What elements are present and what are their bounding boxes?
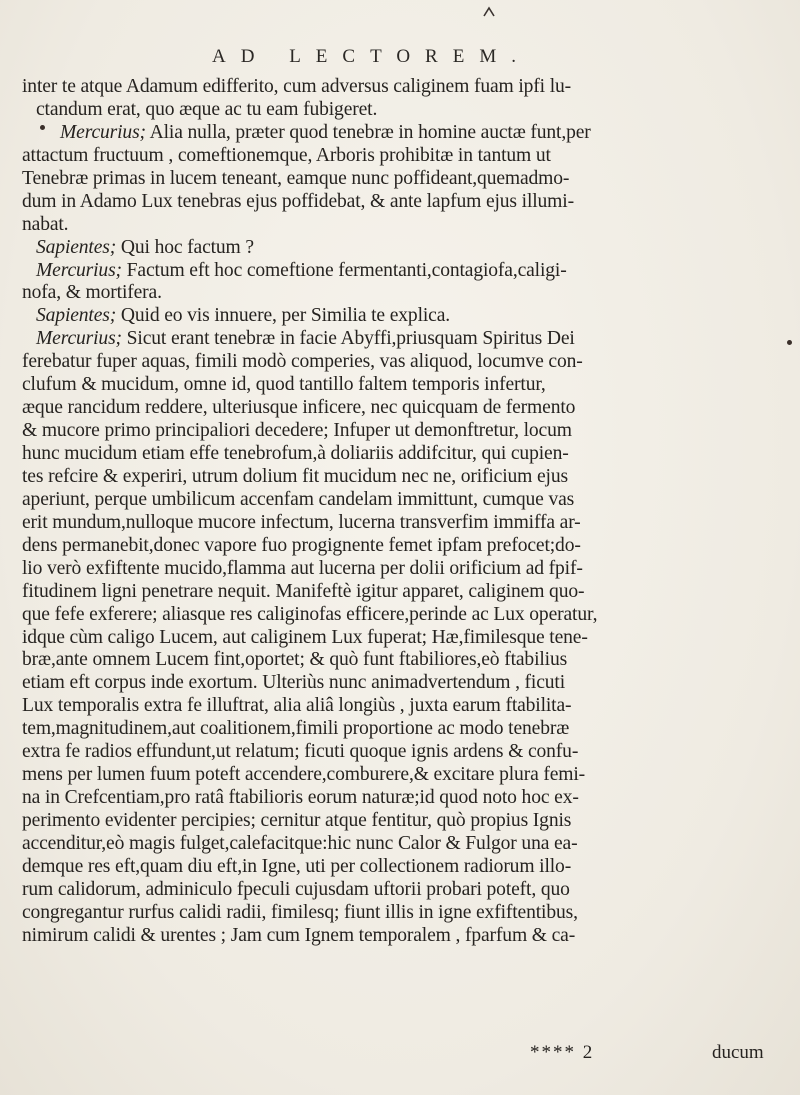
- text-line: [22, 741, 784, 764]
- line-text: que fefe exferere; aliasque res caliginofas efficere,perinde ac Lux operatur,: [22, 603, 598, 625]
- text-line: [22, 489, 784, 512]
- page-footer: [0, 1042, 800, 1066]
- speaker-name: Sapientes;: [36, 305, 117, 327]
- line-text: idque cùm caligo Lucem, aut caliginem Lux fuperat; Hæ,fimilesque tene-: [22, 626, 588, 648]
- text-line: [22, 145, 784, 168]
- text-line: [22, 351, 784, 374]
- text-line: [22, 466, 784, 489]
- line-text: bræ,ante omnem Lucem fint,oportet; & quò funt ftabiliores,eò ftabilius: [22, 649, 568, 671]
- line-text: ferebatur fuper aquas, fimili modò comperies, vas aliquod, locumve con-: [22, 351, 583, 373]
- text-line: [22, 122, 784, 145]
- text-line: [22, 191, 784, 214]
- text-line: [22, 581, 784, 604]
- text-line: [22, 260, 784, 283]
- line-text: perimento evidenter percipies; cernitur atque fentitur, quò propius Ignis: [22, 810, 572, 831]
- text-line: [22, 627, 784, 650]
- text-line: [22, 879, 784, 902]
- line-text: Quid eo vis innuere, per Similia te explica.: [116, 305, 450, 327]
- signature-mark: **** 2: [530, 1042, 595, 1063]
- ink-spot: [787, 340, 792, 345]
- line-text: demque res eft,quam diu eft,in Igne, uti per collectionem radiorum illo-: [22, 855, 572, 877]
- line-text: inter te atque Adamum edifferito, cum adversus caliginem fuam ipfi lu-: [22, 76, 572, 97]
- line-text: Qui hoc factum ?: [116, 236, 254, 258]
- line-text: Factum eft hoc comeftione fermentanti,contagiofa,caligi-: [121, 259, 567, 281]
- text-line: [22, 558, 784, 581]
- text-line: [22, 374, 784, 397]
- line-text: hunc mucidum etiam effe tenebrofum,à doliariis addifcitur, qui cupien-: [22, 443, 569, 464]
- line-text: & mucore primo principaliori decedere; Infuper ut demonftretur, locum: [22, 420, 572, 442]
- body-text: [22, 76, 784, 948]
- line-text: clufum & mucidum, omne id, quod tantillo faltem temporis infertur,: [22, 374, 546, 396]
- printer-mark-icon: [482, 6, 496, 18]
- text-line: [22, 535, 784, 558]
- line-text: Tenebræ primas in lucem teneant, eamque nunc poffideant,quemadmo-: [22, 167, 570, 189]
- text-line: [22, 282, 784, 305]
- line-text: na in Crefcentiam,pro ratâ ftabilioris eorum naturæ;id quod noto hoc ex-: [22, 787, 579, 809]
- line-text: fitudinem ligni penetrare nequit. Manifeftè igitur apparet, caliginem quo-: [22, 580, 585, 602]
- line-text: Sicut erant tenebræ in facie Abyffi,priusquam Spiritus Dei: [121, 328, 575, 350]
- line-text: rum calidorum, adminiculo fpeculi cujusdam uftorii probari poteft, quo: [22, 878, 570, 900]
- line-text: nimirum calidi & urentes ; Jam cum Ignem temporalem , fparfum & ca-: [22, 924, 576, 946]
- text-line: [22, 512, 784, 535]
- text-line: [22, 810, 784, 833]
- text-line: [22, 168, 784, 191]
- text-line: [22, 328, 784, 351]
- line-text: Lux temporalis extra fe illuftrat, alia aliâ longiùs , juxta earum ftabilita-: [22, 695, 572, 717]
- line-text: æque rancidum reddere, ulteriusque inficere, nec quicquam de fermento: [22, 397, 576, 419]
- text-line: [22, 443, 784, 466]
- text-line: [22, 99, 784, 122]
- line-text: dens permanebit,donec vapore fuo progignente femet ipfam prefocet;do-: [22, 534, 581, 556]
- speaker-name: Mercurius;: [36, 259, 122, 281]
- text-line: [22, 305, 784, 328]
- text-line: [22, 764, 784, 787]
- line-text: nabat.: [22, 213, 69, 235]
- line-text: Alia nulla, præter quod tenebræ in homine auctæ funt,per: [145, 121, 591, 143]
- line-text: dum in Adamo Lux tenebras ejus poffidebat, & ante lapfum ejus illumi-: [22, 190, 574, 212]
- line-text: erit mundum,nulloque mucore infectum, lucerna transverfim immiffa ar-: [22, 511, 581, 533]
- catchword: ducum: [712, 1042, 764, 1063]
- running-head: AD LECTOREM.: [212, 46, 531, 67]
- line-text: aperiunt, perque umbilicum accenfam candelam immittunt, cumque vas: [22, 488, 575, 510]
- line-text: lio verò exfiftente mucido,flamma aut lucerna per dolii orificium ad fpif-: [22, 557, 583, 579]
- text-line: [22, 695, 784, 718]
- text-line: [22, 718, 784, 741]
- ink-spot: [40, 125, 45, 130]
- line-text: etiam eft corpus inde exortum. Ulteriùs nunc animadvertendum , ficuti: [22, 672, 566, 694]
- text-line: [22, 856, 784, 879]
- text-line: [22, 833, 784, 856]
- text-line: [22, 214, 784, 237]
- speaker-name: Mercurius;: [36, 328, 122, 350]
- text-line: [22, 649, 784, 672]
- speaker-name: Sapientes;: [36, 236, 117, 258]
- line-text: accenditur,eò magis fulget,calefacitque:hic nunc Calor & Fulgor una ea-: [22, 832, 578, 854]
- text-line: [22, 420, 784, 443]
- line-text: mens per lumen fuum poteft accendere,comburere,& excitare plura femi-: [22, 764, 586, 786]
- line-text: congregantur rurfus calidi radii, fimilesq; fiunt illis in igne exfiftentibus,: [22, 901, 578, 923]
- text-line: [22, 76, 784, 99]
- speaker-name: Mercurius;: [60, 121, 146, 143]
- text-line: [22, 604, 784, 627]
- text-line: [22, 787, 784, 810]
- text-line: [22, 925, 784, 948]
- text-line: [22, 902, 784, 925]
- text-line: [22, 672, 784, 695]
- text-line: [22, 237, 784, 260]
- line-text: tem,magnitudinem,aut coalitionem,fimili proportione ac modo tenebræ: [22, 718, 570, 740]
- text-line: [22, 397, 784, 420]
- line-text: nofa, & mortifera.: [22, 282, 162, 304]
- line-text: ctandum erat, quo æque ac tu eam fubigeret.: [36, 98, 378, 120]
- line-text: extra fe radios effundunt,ut relatum; ficuti quoque ignis ardens & confu-: [22, 741, 579, 763]
- line-text: tes refcire & experiri, utrum dolium fit mucidum nec ne, orificium ejus: [22, 465, 568, 487]
- line-text: attactum fructuum , comeftionemque, Arboris prohibitæ in tantum ut: [22, 144, 551, 166]
